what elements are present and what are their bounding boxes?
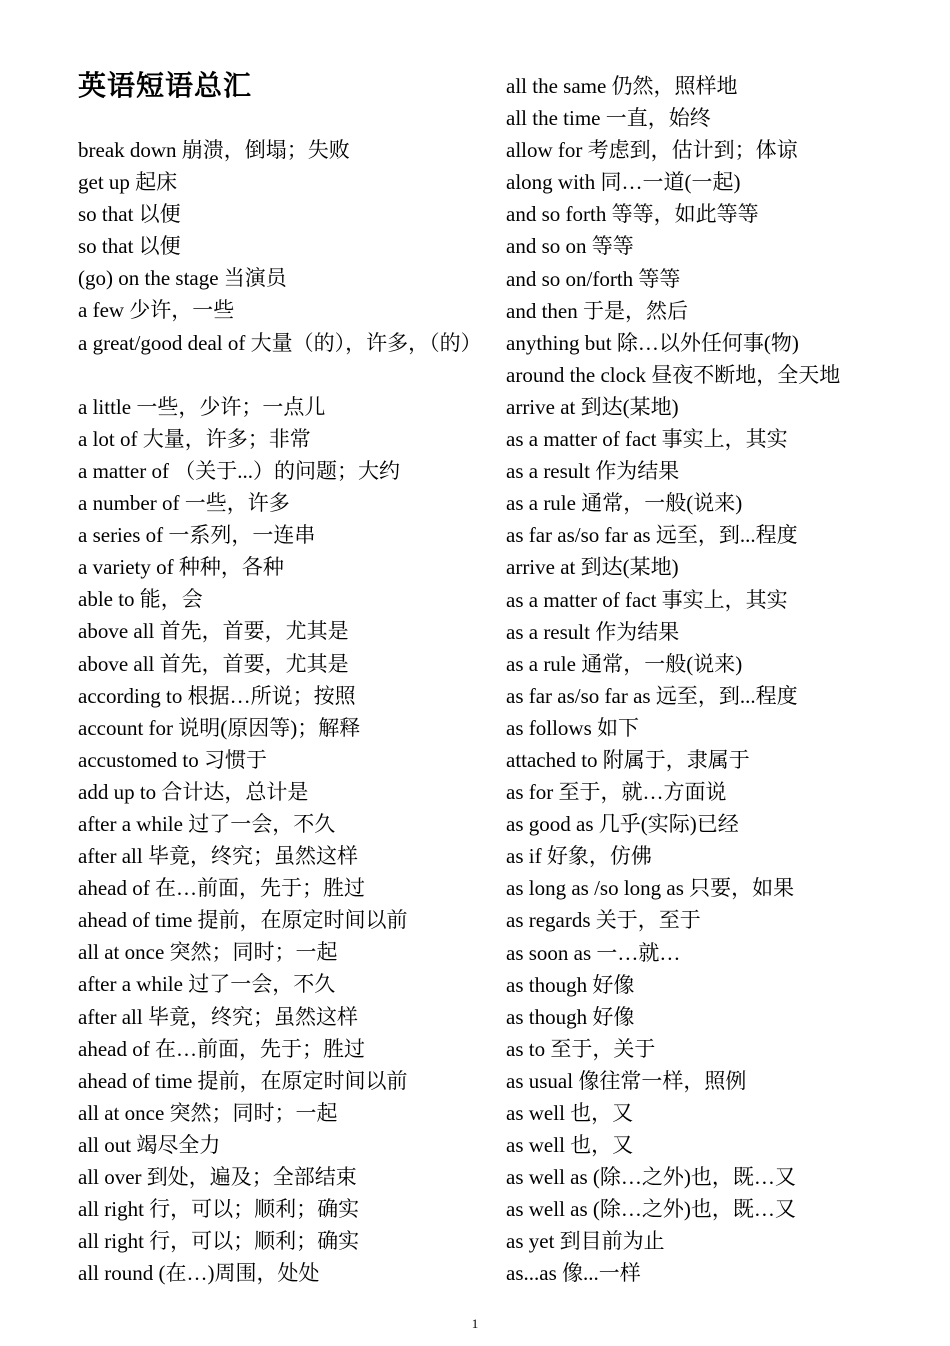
phrase-entry: as well as (除…之外)也，既…又 <box>506 1165 796 1190</box>
phrase-entry: a series of 一系列，一连串 <box>78 523 316 548</box>
phrase-entry: able to 能，会 <box>78 587 203 612</box>
phrase-entry: so that 以便 <box>78 234 181 259</box>
phrase-entry: all at once 突然；同时；一起 <box>78 940 338 965</box>
phrase-entry: as...as 像...一样 <box>506 1261 641 1286</box>
phrase-entry: all round (在…)周围，处处 <box>78 1261 320 1286</box>
phrase-entry: as far as/so far as 远至，到...程度 <box>506 523 798 548</box>
phrase-entry: around the clock 昼夜不断地，全天地 <box>506 362 841 387</box>
phrase-entry: after all 毕竟，终究；虽然这样 <box>78 844 358 869</box>
phrase-entry: a few 少许，一些 <box>78 298 235 323</box>
phrase-entry: add up to 合计达，总计是 <box>78 779 309 804</box>
phrase-entry: a lot of 大量，许多；非常 <box>78 426 311 451</box>
phrase-entry: as yet 到目前为止 <box>506 1229 665 1254</box>
phrase-entry: ahead of time 提前，在原定时间以前 <box>78 908 408 933</box>
phrase-entry: as good as 几乎(实际)已经 <box>506 812 739 837</box>
page-title: 英语短语总汇 <box>78 71 253 102</box>
phrase-entry: all the same 仍然，照样地 <box>506 74 738 98</box>
phrase-entry: accustomed to 习惯于 <box>78 747 267 772</box>
phrase-entry: as far as/so far as 远至，到...程度 <box>506 683 798 708</box>
phrase-entry: and so on 等等 <box>506 234 634 259</box>
phrase-entry: a great/good deal of 大量（的），许多，（的） <box>78 330 482 355</box>
phrase-entry: ahead of 在…前面，先于；胜过 <box>78 876 365 901</box>
phrase-entry: all the time 一直，始终 <box>506 106 711 131</box>
phrase-entry: and so on/forth 等等 <box>506 266 681 291</box>
phrase-entry: above all 首先，首要，尤其是 <box>78 619 349 644</box>
phrase-entry: anything but 除…以外任何事(物) <box>506 330 799 355</box>
phrase-entry: attached to 附属于，隶属于 <box>506 747 750 772</box>
phrase-entry: as to 至于，关于 <box>506 1036 656 1061</box>
phrase-entry: as well as (除…之外)也，既…又 <box>506 1197 796 1222</box>
phrase-entry: a number of 一些，许多 <box>78 491 290 516</box>
phrase-entry: all over 到处，遍及；全部结束 <box>78 1165 357 1189</box>
left-phrase-column <box>78 134 482 1289</box>
phrase-entry: ahead of 在…前面，先于；胜过 <box>78 1036 365 1061</box>
phrase-entry: so that 以便 <box>78 202 181 227</box>
phrase-entry: (go) on the stage 当演员 <box>78 266 287 291</box>
phrase-entry: all right 行，可以；顺利；确实 <box>78 1229 360 1254</box>
phrase-entry: a variety of 种种，各种 <box>78 555 284 580</box>
phrase-entry: as if 好象，仿佛 <box>506 844 652 869</box>
phrase-entry: according to 根据…所说；按照 <box>78 683 356 708</box>
phrase-entry: arrive at 到达(某地) <box>506 394 679 419</box>
phrase-entry: a matter of （关于...）的问题；大约 <box>78 458 400 483</box>
phrase-entry: as well 也，又 <box>506 1133 634 1158</box>
phrase-entry: all out 竭尽全力 <box>78 1132 221 1157</box>
right-phrase-column <box>506 70 926 1290</box>
phrase-entry: as a result 作为结果 <box>506 619 680 644</box>
phrase-entry: break down 崩溃，倒塌；失败 <box>78 138 350 162</box>
phrase-entry: along with 同…一道(一起) <box>506 170 741 195</box>
phrase-entry: allow for 考虑到，估计到；体谅 <box>506 138 798 163</box>
phrase-entry: above all 首先，首要，尤其是 <box>78 651 349 676</box>
phrase-entry: and then 于是，然后 <box>506 298 688 323</box>
phrase-entry: all at once 突然；同时；一起 <box>78 1100 338 1125</box>
phrase-entry: as a rule 通常，一般(说来) <box>506 491 743 516</box>
phrase-entry: all right 行，可以；顺利；确实 <box>78 1197 360 1222</box>
phrase-entry: as a result 作为结果 <box>506 459 680 484</box>
phrase-entry: as though 好像 <box>506 972 635 997</box>
phrase-entry: after all 毕竟，终究；虽然这样 <box>78 1004 358 1029</box>
phrase-entry: as a rule 通常，一般(说来) <box>506 651 743 676</box>
phrase-entry: as for 至于，就…方面说 <box>506 780 727 805</box>
phrase-entry: as well 也，又 <box>506 1101 634 1125</box>
phrase-entry: get up 起床 <box>78 170 178 195</box>
phrase-entry: as usual 像往常一样，照例 <box>506 1068 747 1093</box>
phrase-entry: account for 说明(原因等)；解释 <box>78 715 361 740</box>
phrase-entry: as long as /so long as 只要，如果 <box>506 876 795 901</box>
phrase-entry: as soon as 一…就… <box>506 940 681 965</box>
phrase-entry: after a while 过了一会，不久 <box>78 972 336 997</box>
phrase-entry: ahead of time 提前，在原定时间以前 <box>78 1068 408 1093</box>
phrase-entry: as follows 如下 <box>506 715 639 740</box>
phrase-entry: as though 好像 <box>506 1004 635 1029</box>
page-number: 1 <box>471 1316 479 1331</box>
phrase-entry: arrive at 到达(某地) <box>506 555 679 580</box>
phrase-entry: and so forth 等等，如此等等 <box>506 202 759 227</box>
phrase-entry: after a while 过了一会，不久 <box>78 811 336 836</box>
phrase-entry: as a matter of fact 事实上，其实 <box>506 587 788 612</box>
phrase-entry: a little 一些，少许；一点儿 <box>78 394 326 419</box>
phrase-entry: as a matter of fact 事实上，其实 <box>506 427 788 452</box>
phrase-entry: as regards 关于，至于 <box>506 908 701 933</box>
